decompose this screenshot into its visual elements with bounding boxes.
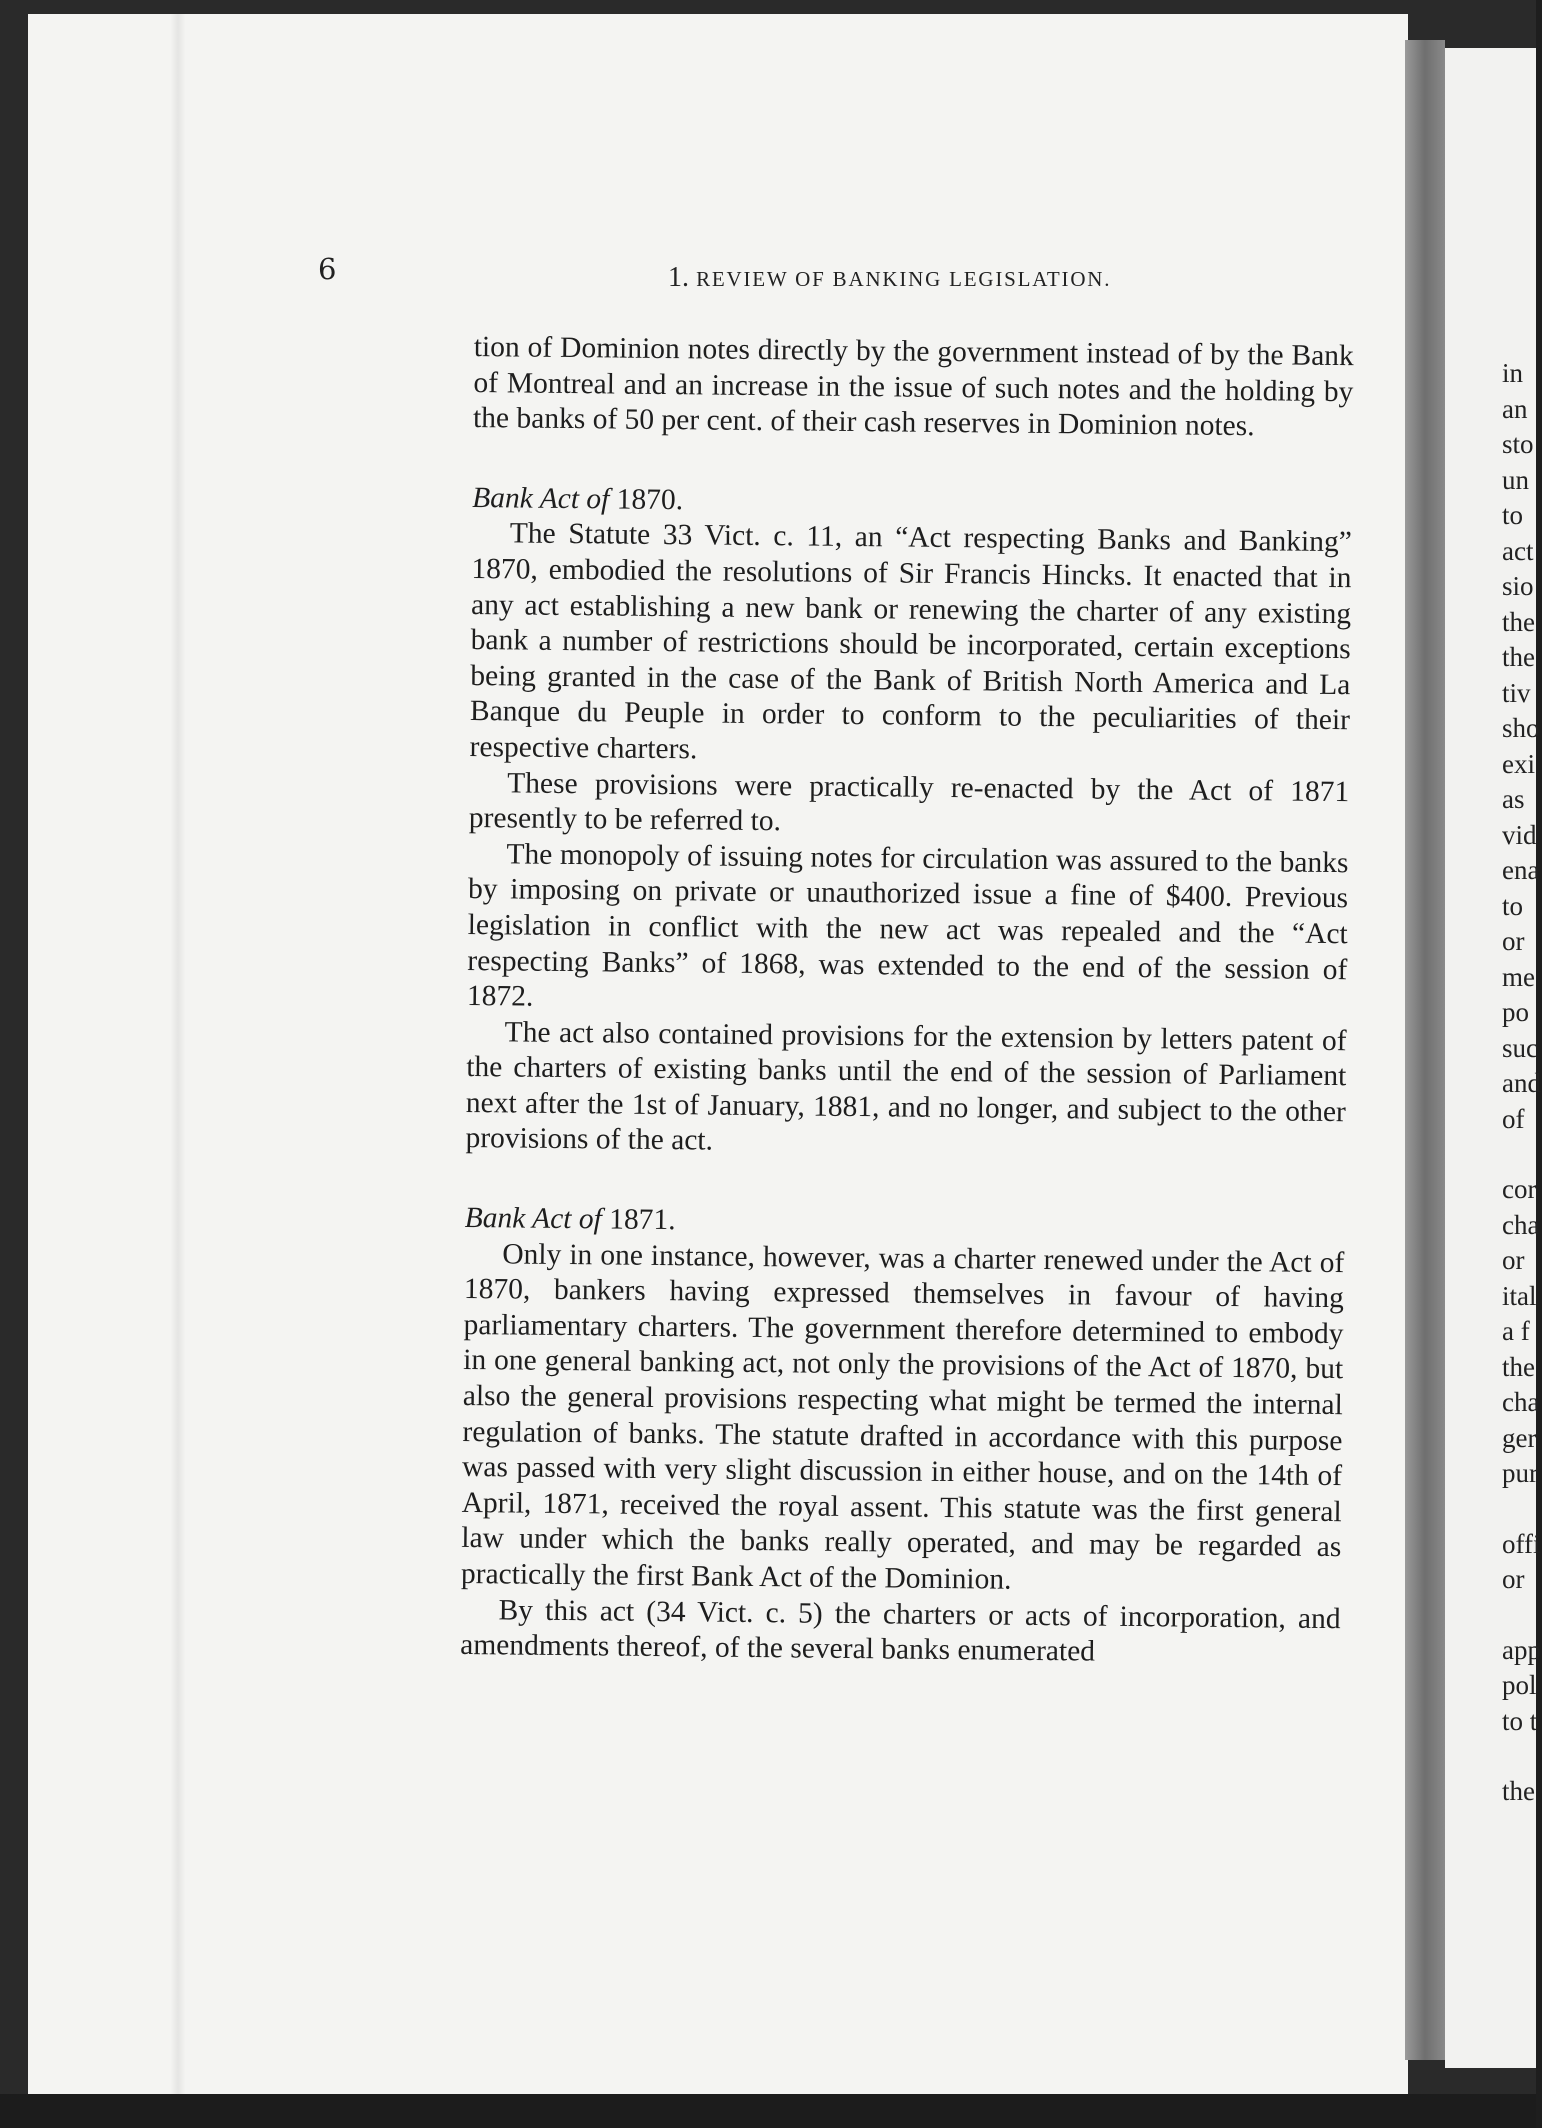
fragment-line: of [1502,1103,1525,1134]
fragment-line: an [1502,393,1528,424]
fragment-line: to t [1502,1705,1538,1736]
fragment-line: to [1502,500,1524,530]
paragraph: These provisions were practically re-enacted by the Act of 1871 presently to be referred to. [468,766,1350,838]
running-head-title: REVIEW OF BANKING LEGISLATION. [696,267,1112,291]
fragment-line: as [1502,784,1525,814]
paragraph: Only in one instance, however, was a charter renewed under the Act of 1870, bankers having expressed themselves in favour of having parliamentary charters. The government therefore determined to embody in one general banking act, not only the provisions of the Act of 1870, but also the general provisions respecting what might be termed the internal regulation of banks. The statute drafted in accordance with this purpose was passed with very slight discussion in either house, and on the 14th of April, 1871, received the royal assent. This statute was the first general law under which the banks really operated, and may be regarded as practically the first Bank Act of the Dominion. [460,1238,1345,1596]
fragment-line: act [1502,535,1534,566]
chapter-number: 1. [668,262,689,293]
fragment-line: sto [1502,429,1534,459]
fragment-line: or [1502,1245,1525,1275]
fragment-line: or [1502,926,1525,956]
fragment-line: cha [1502,1387,1540,1417]
fragment-line: the [1502,642,1535,672]
paragraph: The monopoly of issuing notes for circulation was assured to the banks by imposing on private or unauthorized issue a fine of $400. Previous legislation in conflict with the new act was repealed and the “Act respecting Banks” of 1868, was extended to the end of the session of 1872. [466,838,1349,1013]
fragment-line: cha [1502,1209,1540,1240]
page-edge-shading [170,14,186,2094]
fragment-line: ger [1502,1422,1537,1453]
opening-paragraph: tion of Dominion notes directly by the government instead of by the Bank of Montreal and an increase in the issue of such notes and the holding by the banks of 50 per cent. of their cash reserves in Dominion notes. [472,330,1354,443]
fragment-line: exi [1502,748,1535,779]
fragment-line: a f [1502,1316,1530,1346]
section-heading-label: Bank Act of [464,1202,602,1236]
paragraph: The act also contained provisions for the extension by letters patent of the charters of existing banks until the end of the session of Parliament next after the 1st of January, 1881, and no longer, and subject to the other provisions of the act. [465,1016,1347,1158]
fragment-line: offi [1502,1528,1541,1559]
fragment-line: me [1502,961,1535,992]
section-heading-year: 1871. [608,1203,676,1237]
fragment-line: po [1502,997,1529,1027]
fragment-line: or [1502,1564,1525,1594]
fragment-line: the [1502,1776,1535,1806]
running-head [668,262,1111,294]
page-number: 6 [318,252,337,286]
fragment-line: pol [1502,1670,1537,1700]
fragment-line: ena [1502,855,1540,885]
facing-page-text-fragments [1502,356,1542,1810]
section-heading-label: Bank Act of [472,481,610,516]
fragment-line: cor [1502,1174,1537,1204]
fragment-line: pur [1502,1458,1538,1488]
spacer [1502,1598,1542,1633]
spacer [1502,1739,1542,1774]
main-text-column [460,330,1354,1673]
fragment-line: app [1502,1634,1541,1665]
fragment-line: tiv [1502,677,1531,708]
fragment-line: ital [1502,1280,1537,1311]
book-gutter-shadow [1405,40,1445,2060]
fragment-line: sho [1502,713,1540,743]
paragraph: By this act (34 Vict. c. 5) the charters or acts of incorporation, and amendments thereof, of the several banks enumerated [460,1593,1341,1668]
fragment-line: the [1502,1351,1535,1382]
paragraph: The Statute 33 Vict. c. 11, an “Act respecting Banks and Banking” 1870, embodied the resolutions of Sir Francis Hincks. It enacted that in any act establishing a new bank or renewing the charter of any existing bank a number of restrictions should be incorporated, certain exceptions being granted in the case of the Bank of British North America and La Banque du Peuple in order to conform to the peculiarities of their respective charters. [469,517,1352,766]
spacer [1502,1492,1542,1527]
fragment-line: in [1502,358,1524,388]
scanner-bed-edge [0,2094,1536,2128]
fragment-line: and [1502,1068,1541,1098]
section-heading-year: 1870. [616,483,684,516]
fragment-line: suc [1502,1032,1538,1063]
fragment-line: the [1502,606,1535,637]
spacer [1502,1137,1542,1172]
fragment-line: sio [1502,571,1534,601]
fragment-line: un [1502,464,1529,495]
fragment-line: vid [1502,819,1537,850]
fragment-line: to [1502,890,1524,921]
